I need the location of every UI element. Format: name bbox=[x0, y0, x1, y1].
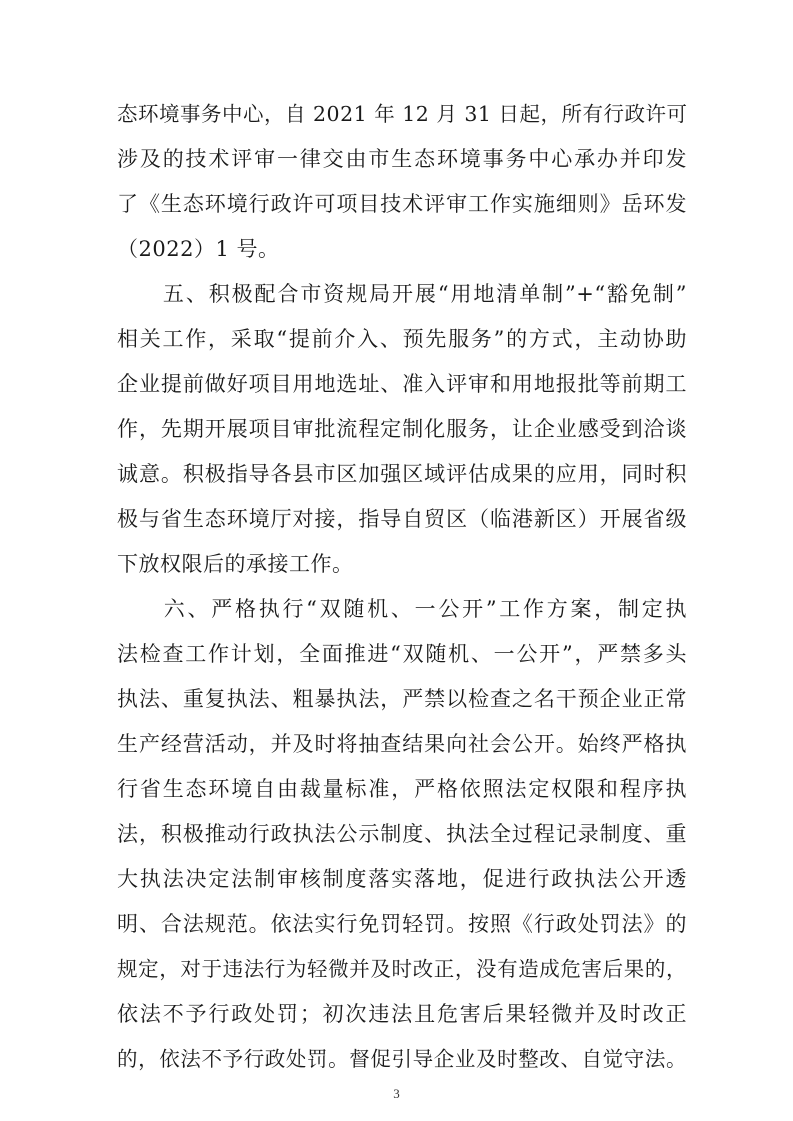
paragraph-line: 涉及的技术评审一律交由市生态环境事务中心承办并印发 bbox=[117, 147, 687, 171]
paragraph-line: 企业提前做好项目用地选址、准入评审和用地报批等前期工 bbox=[117, 372, 687, 396]
paragraph-line: 下放权限后的承接工作。 bbox=[117, 552, 354, 576]
section-five-first-line: 五、积极配合市资规局开展“用地清单制”+“豁免制” bbox=[140, 282, 687, 306]
paragraph-line: 极与省生态环境厅对接，指导自贸区（临港新区）开展省级 bbox=[117, 507, 687, 531]
paragraph-line: 相关工作，采取“提前介入、预先服务”的方式，主动协助 bbox=[117, 327, 687, 351]
paragraph-line: 依法不予行政处罚；初次违法且危害后果轻微并及时改正 bbox=[117, 1002, 687, 1026]
section-six-first-line: 六、严格执行“双随机、一公开”工作方案，制定执 bbox=[140, 597, 687, 621]
paragraph-line: （2022）1 号。 bbox=[117, 237, 280, 261]
page-number: 3 bbox=[393, 1086, 400, 1101]
paragraph-line: 生产经营活动，并及时将抽查结果向社会公开。始终严格执 bbox=[117, 732, 687, 756]
paragraph-line: 诚意。积极指导各县市区加强区域评估成果的应用，同时积 bbox=[117, 462, 687, 486]
paragraph-line: 态环境事务中心，自 2021 年 12 月 31 日起，所有行政许可 bbox=[117, 102, 688, 126]
paragraph-line: 作，先期开展项目审批流程定制化服务，让企业感受到洽谈 bbox=[117, 417, 687, 441]
paragraph-line: 行省生态环境自由裁量标准，严格依照法定权限和程序执 bbox=[117, 777, 687, 801]
paragraph-line: 法检查工作计划，全面推进“双随机、一公开”，严禁多头 bbox=[117, 642, 687, 666]
paragraph-line: 规定，对于违法行为轻微并及时改正，没有造成危害后果的， bbox=[117, 957, 687, 981]
paragraph-line: 的，依法不予行政处罚。督促引导企业及时整改、自觉守法。 bbox=[117, 1047, 687, 1071]
paragraph-line: 明、合法规范。依法实行免罚轻罚。按照《行政处罚法》的 bbox=[117, 912, 687, 936]
paragraph-line: 大执法决定法制审核制度落实落地，促进行政执法公开透 bbox=[117, 867, 687, 891]
paragraph-line: 了《生态环境行政许可项目技术评审工作实施细则》岳环发 bbox=[117, 192, 687, 216]
paragraph-line: 执法、重复执法、粗暴执法，严禁以检查之名干预企业正常 bbox=[117, 687, 687, 711]
paragraph-line: 法，积极推动行政执法公示制度、执法全过程记录制度、重 bbox=[117, 822, 687, 846]
